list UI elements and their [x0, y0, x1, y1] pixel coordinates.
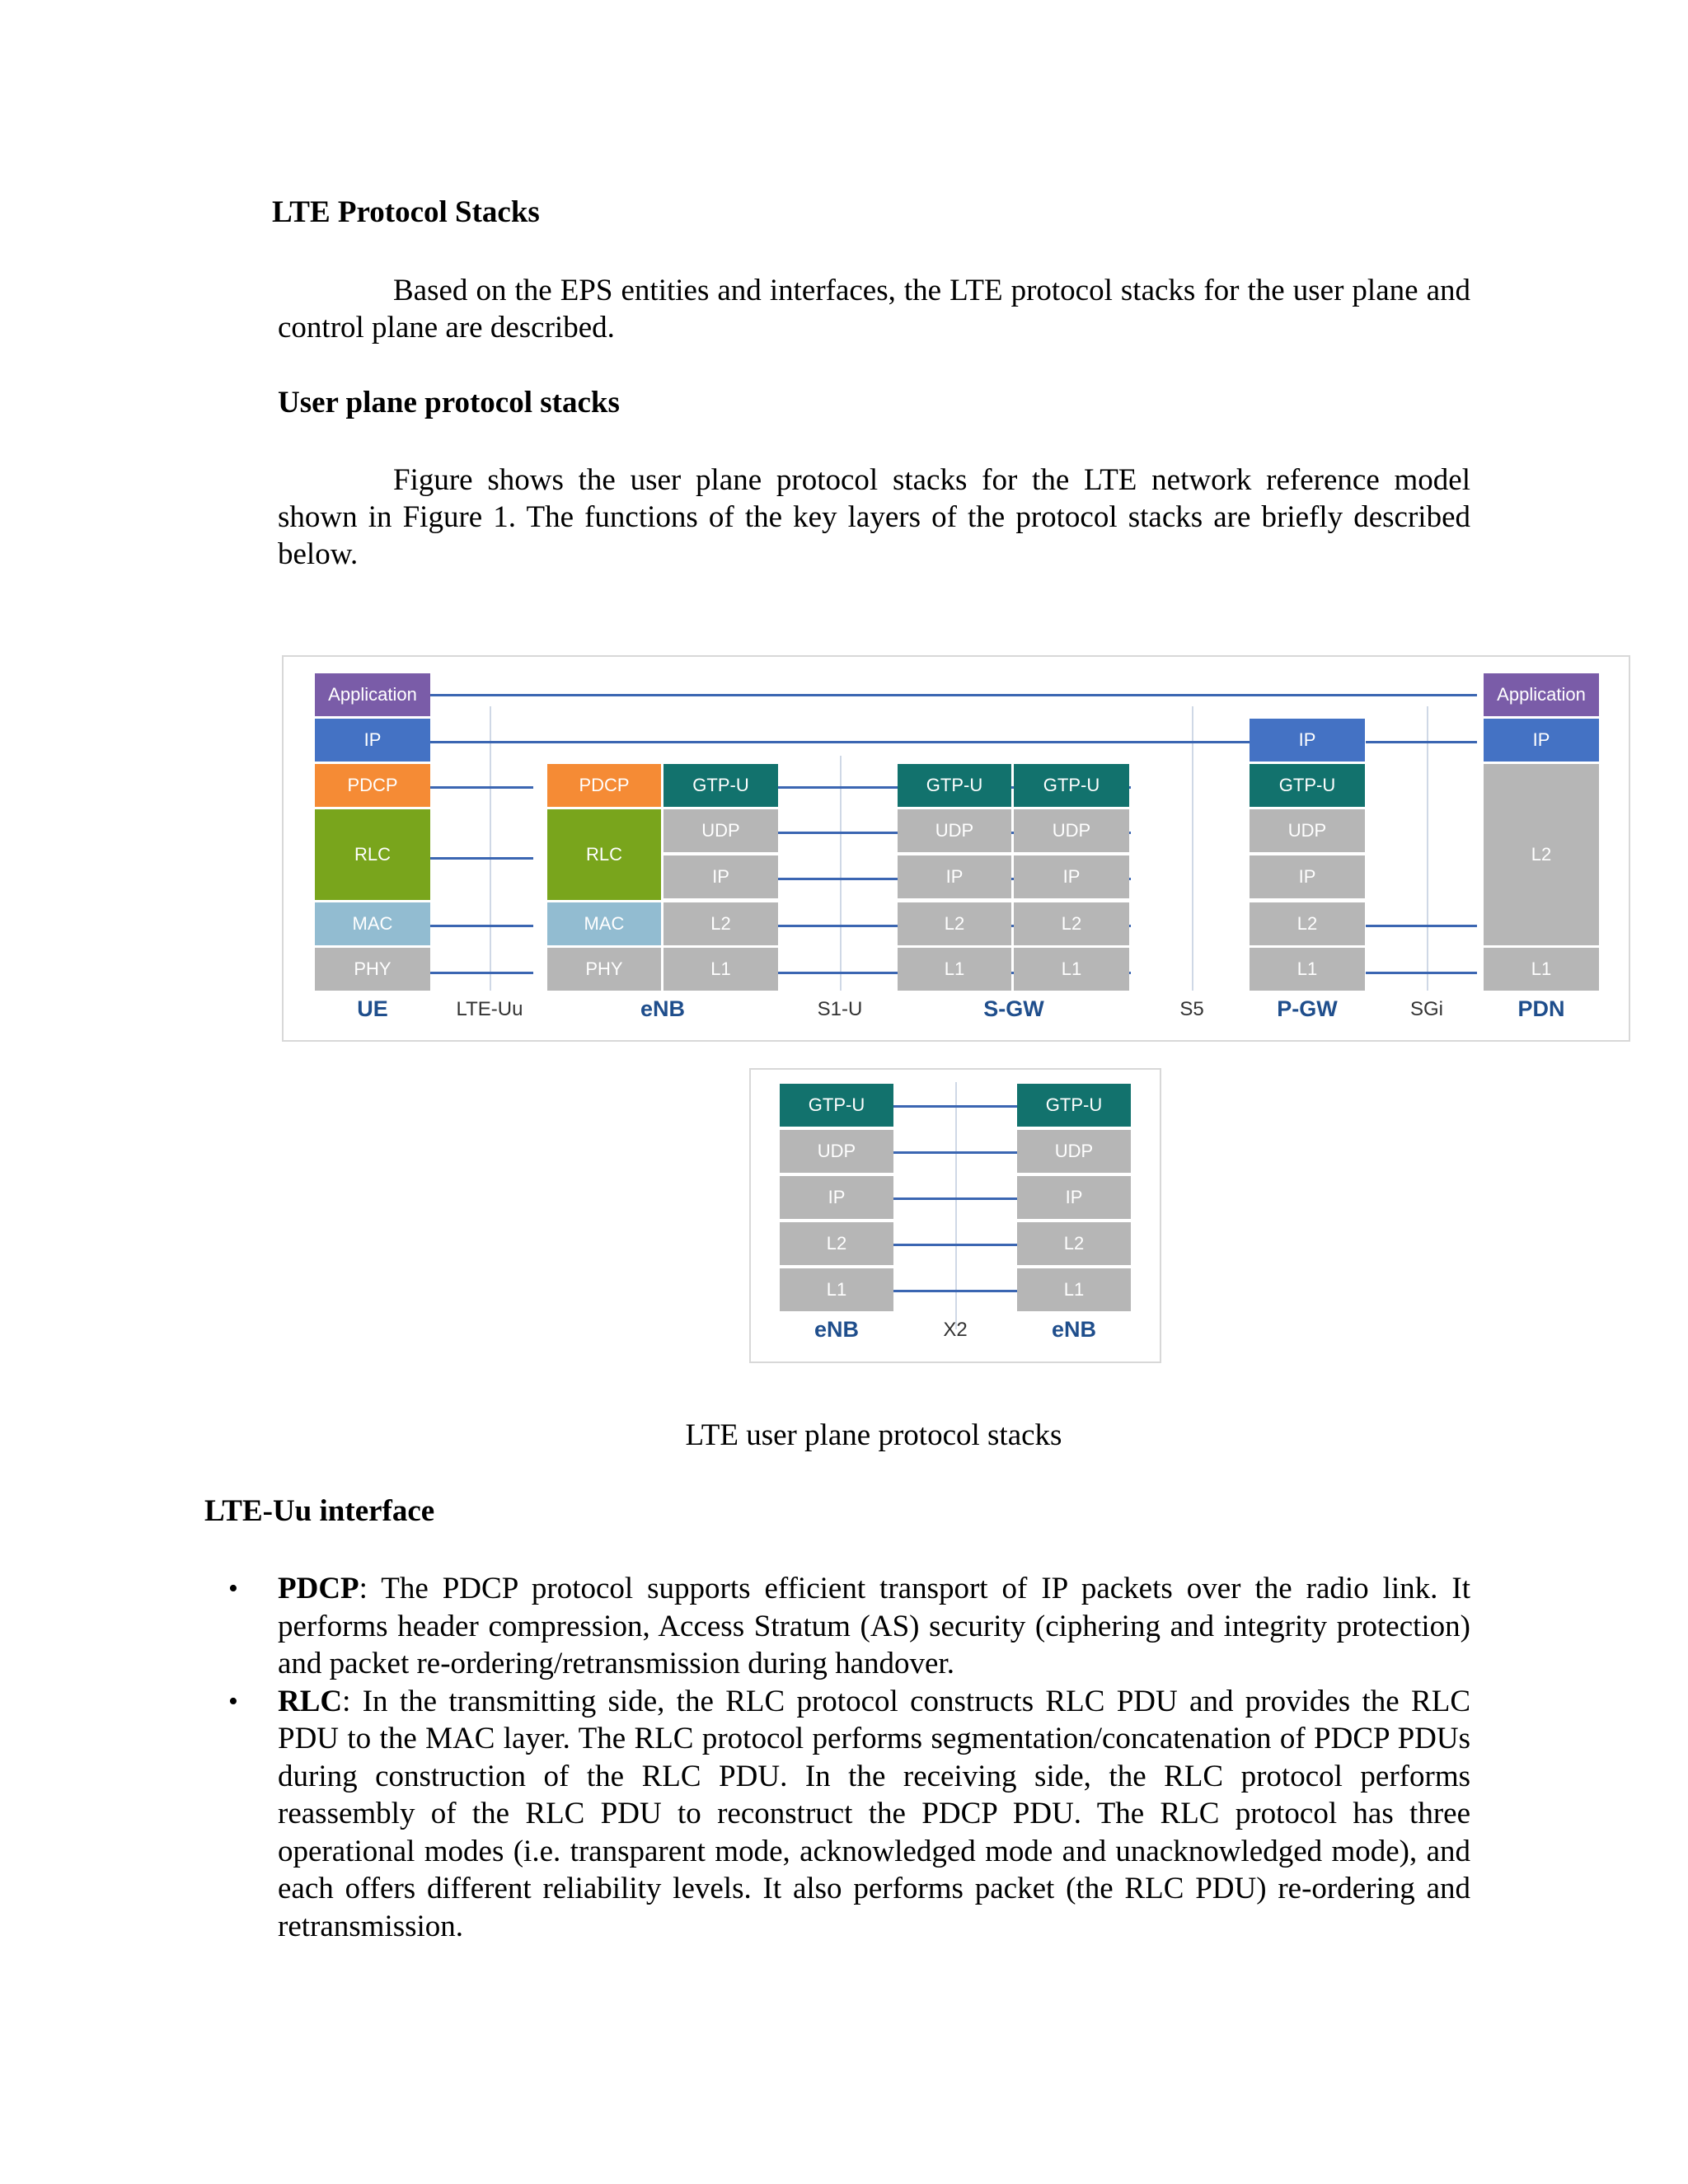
- bullet-term: RLC: [278, 1684, 343, 1718]
- link-rlc: [430, 857, 533, 860]
- ue-pdcp-layer: PDCP: [315, 764, 430, 807]
- sgw-l1-left: L1: [898, 948, 1011, 991]
- ue-mac-layer: MAC: [315, 902, 430, 945]
- link-x2-l1: [893, 1290, 1017, 1292]
- bullet-pdcp: [228, 1570, 1470, 1683]
- link-x2-gtpu: [893, 1105, 1017, 1108]
- pdn-application-layer: Application: [1484, 673, 1599, 716]
- enb-l2-layer: L2: [663, 902, 778, 945]
- pgw-ip-layer: IP: [1250, 855, 1365, 898]
- label-lte-uu: LTE-Uu: [456, 998, 523, 1020]
- ue-phy-layer: PHY: [315, 948, 430, 991]
- figure-description-paragraph: [278, 462, 1470, 573]
- separator-s1u: [840, 756, 842, 991]
- sgw-udp-left: UDP: [898, 809, 1011, 852]
- ue-rlc-layer: RLC: [315, 809, 430, 900]
- sgw-gtpu-right: GTP-U: [1014, 764, 1129, 807]
- x2-right-ip: IP: [1017, 1176, 1131, 1219]
- pgw-l1-layer: L1: [1250, 948, 1365, 991]
- heading-lte-uu-interface: LTE-Uu interface: [204, 1494, 435, 1528]
- enb-rlc-layer: RLC: [547, 809, 661, 900]
- label-sgi: SGi: [1409, 998, 1444, 1020]
- ue-ip-layer: IP: [315, 719, 430, 762]
- link-ip-pgw-pdn: [1366, 741, 1477, 743]
- link-gtpu-s1: [778, 786, 898, 789]
- figure-caption: LTE user plane protocol stacks: [685, 1418, 1062, 1452]
- separator-sgi: [1427, 706, 1428, 991]
- link-l1-sgi: [1366, 972, 1477, 974]
- x2-right-l2: L2: [1017, 1222, 1131, 1265]
- pgw-udp-layer: UDP: [1250, 809, 1365, 852]
- x2-right-l1: L1: [1017, 1268, 1131, 1311]
- link-mac: [430, 925, 533, 927]
- intro-paragraph: [278, 272, 1470, 346]
- x2-right-udp: UDP: [1017, 1130, 1131, 1173]
- protocol-bullet-list: [228, 1570, 1470, 1945]
- bullet-text: : The PDCP protocol supports efficient transport of IP packets over the radio link. It performs header compression, Access Stratum (AS) security (ciphering and integrity protection) and packet re-ordering/retransmission during handover.: [278, 1572, 1470, 1680]
- label-x2-enb-right: eNB: [1051, 1317, 1097, 1342]
- enb-l1-layer: L1: [663, 948, 778, 991]
- enb-mac-layer: MAC: [547, 902, 661, 945]
- separator-x2: [955, 1082, 957, 1329]
- link-l2-sgi: [1366, 925, 1477, 927]
- pdn-l2-layer: L2: [1484, 764, 1599, 945]
- bullet-dot: •: [228, 1573, 238, 1604]
- link-phy: [430, 972, 533, 974]
- pgw-l2-layer: L2: [1250, 902, 1365, 945]
- enb-pdcp-layer: PDCP: [547, 764, 661, 807]
- heading-lte-protocol-stacks: LTE Protocol Stacks: [272, 195, 540, 229]
- pgw-gtpu-layer: GTP-U: [1250, 764, 1365, 807]
- label-enb: eNB: [640, 996, 686, 1021]
- label-pgw: P-GW: [1277, 996, 1338, 1021]
- figure-user-plane-stacks: [282, 655, 1630, 1042]
- link-x2-ip: [893, 1197, 1017, 1200]
- x2-left-l1: L1: [780, 1268, 893, 1311]
- link-x2-l2: [893, 1244, 1017, 1246]
- link-x2-udp: [893, 1151, 1017, 1154]
- label-x2-enb-left: eNB: [814, 1317, 860, 1342]
- enb-gtpu-layer: GTP-U: [663, 764, 778, 807]
- link-l2-s1: [778, 925, 898, 927]
- x2-left-gtpu: GTP-U: [780, 1084, 893, 1127]
- sgw-l2-left: L2: [898, 902, 1011, 945]
- link-application: [430, 694, 1477, 696]
- bullet-term: PDCP: [278, 1572, 359, 1605]
- link-l1-s1: [778, 972, 898, 974]
- bullet-text: : In the transmitting side, the RLC protocol constructs RLC PDU and provides the RLC PDU to the MAC layer. The RLC protocol performs segmentation/concatenation of PDCP PDUs during construction of the RLC PDU. In the receiving side, the RLC protocol performs reassembly of the RLC PDU to reconstruct the PDCP PDU. The RLC protocol has three operational modes (i.e. transparent mode, acknowledged mode and unacknowledged mode), and each offers different reliability levels. It also performs packet (the RLC PDU) re-ordering and retransmission.: [278, 1684, 1470, 1943]
- x2-left-l2: L2: [780, 1222, 893, 1265]
- pdn-ip-layer: IP: [1484, 719, 1599, 762]
- sgw-l1-right: L1: [1014, 948, 1129, 991]
- figure-x2-stacks: [749, 1068, 1161, 1363]
- label-ue: UE: [357, 996, 388, 1021]
- heading-user-plane: User plane protocol stacks: [278, 386, 620, 419]
- enb-phy-layer: PHY: [547, 948, 661, 991]
- separator-s5: [1192, 706, 1193, 991]
- enb-ip-layer: IP: [663, 855, 778, 898]
- label-s1u: S1-U: [817, 998, 863, 1020]
- label-sgw: S-GW: [983, 996, 1044, 1021]
- sgw-ip-left: IP: [898, 855, 1011, 898]
- link-pdcp: [430, 786, 533, 789]
- sgw-l2-right: L2: [1014, 902, 1129, 945]
- x2-left-udp: UDP: [780, 1130, 893, 1173]
- sgw-gtpu-left: GTP-U: [898, 764, 1011, 807]
- link-ip-ue-pgw: [430, 741, 1333, 743]
- x2-left-ip: IP: [780, 1176, 893, 1219]
- label-pdn: PDN: [1517, 996, 1565, 1021]
- intro-text: Based on the EPS entities and interfaces, the LTE protocol stacks for the user plane and control plane are described.: [278, 274, 1470, 344]
- pgw-ip-top-layer: IP: [1250, 719, 1365, 762]
- label-x2: X2: [943, 1319, 968, 1341]
- bullet-dot: •: [228, 1685, 238, 1717]
- enb-udp-layer: UDP: [663, 809, 778, 852]
- link-ip-s1: [778, 878, 898, 880]
- separator-lte-uu: [490, 706, 491, 991]
- sgw-ip-right: IP: [1014, 855, 1129, 898]
- x2-right-gtpu: GTP-U: [1017, 1084, 1131, 1127]
- link-udp-s1: [778, 832, 898, 834]
- pdn-l1-layer: L1: [1484, 948, 1599, 991]
- label-s5: S5: [1179, 998, 1204, 1020]
- ue-application-layer: Application: [315, 673, 430, 716]
- figure-description-text: Figure shows the user plane protocol stacks for the LTE network reference model shown in Figure 1. The functions of the key layers of the protocol stacks are briefly described below.: [278, 463, 1470, 571]
- bullet-rlc: [228, 1683, 1470, 1946]
- sgw-udp-right: UDP: [1014, 809, 1129, 852]
